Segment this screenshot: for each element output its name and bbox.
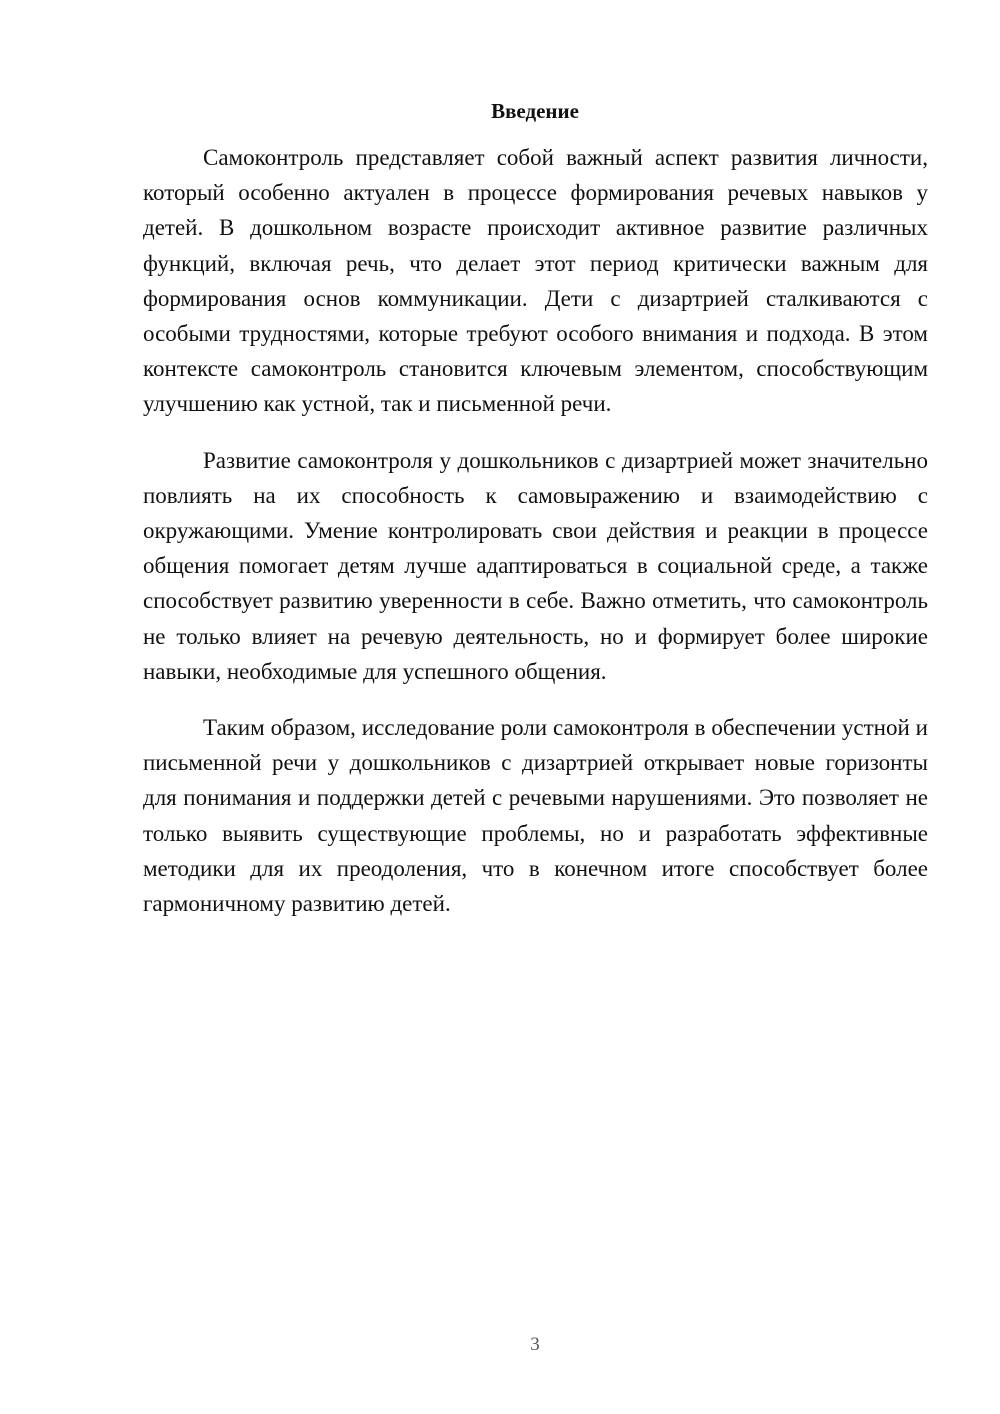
paragraph-3: Таким образом, исследование роли самоконтроля в обеспечении устной и письменной речи у дошкольников с дизартрией открывает новые горизонты для понимания и поддержки детей с речевыми нарушениями. Это позволяет не только выявить существующие проблемы, но и разработать эффективные методики для их преодоления, что в конечном итоге способствует более гармоничному развитию детей. bbox=[143, 715, 928, 917]
body-text bbox=[143, 140, 928, 921]
page-number: 3 bbox=[530, 1334, 540, 1355]
paragraph-2: Развитие самоконтроля у дошкольников с дизартрией может значительно повлиять на их способность к самовыражению и взаимодействию с окружающими. Умение контролировать свои действия и реакции в процессе общения помогает детям лучше адаптироваться в социальной среде, а также способствует развитию уверенности в себе. Важно отметить, что самоконтроль не только влияет на речевую деятельность, но и формирует более широкие навыки, необходимые для успешного общения. bbox=[143, 447, 928, 684]
section-heading: Введение bbox=[491, 99, 579, 123]
paragraph-1: Самоконтроль представляет собой важный аспект развития личности, который особенно актуален в процессе формирования речевых навыков у детей. В дошкольном возрасте происходит активное развитие различных функций, включая речь, что делает этот период критически важным для формирования основ коммуникации. Дети с дизартрией сталкиваются с особыми трудностями, которые требуют особого внимания и подхода. В этом контексте самоконтроль становится ключевым элементом, способствующим улучшению как устной, так и письменной речи. bbox=[143, 145, 928, 417]
